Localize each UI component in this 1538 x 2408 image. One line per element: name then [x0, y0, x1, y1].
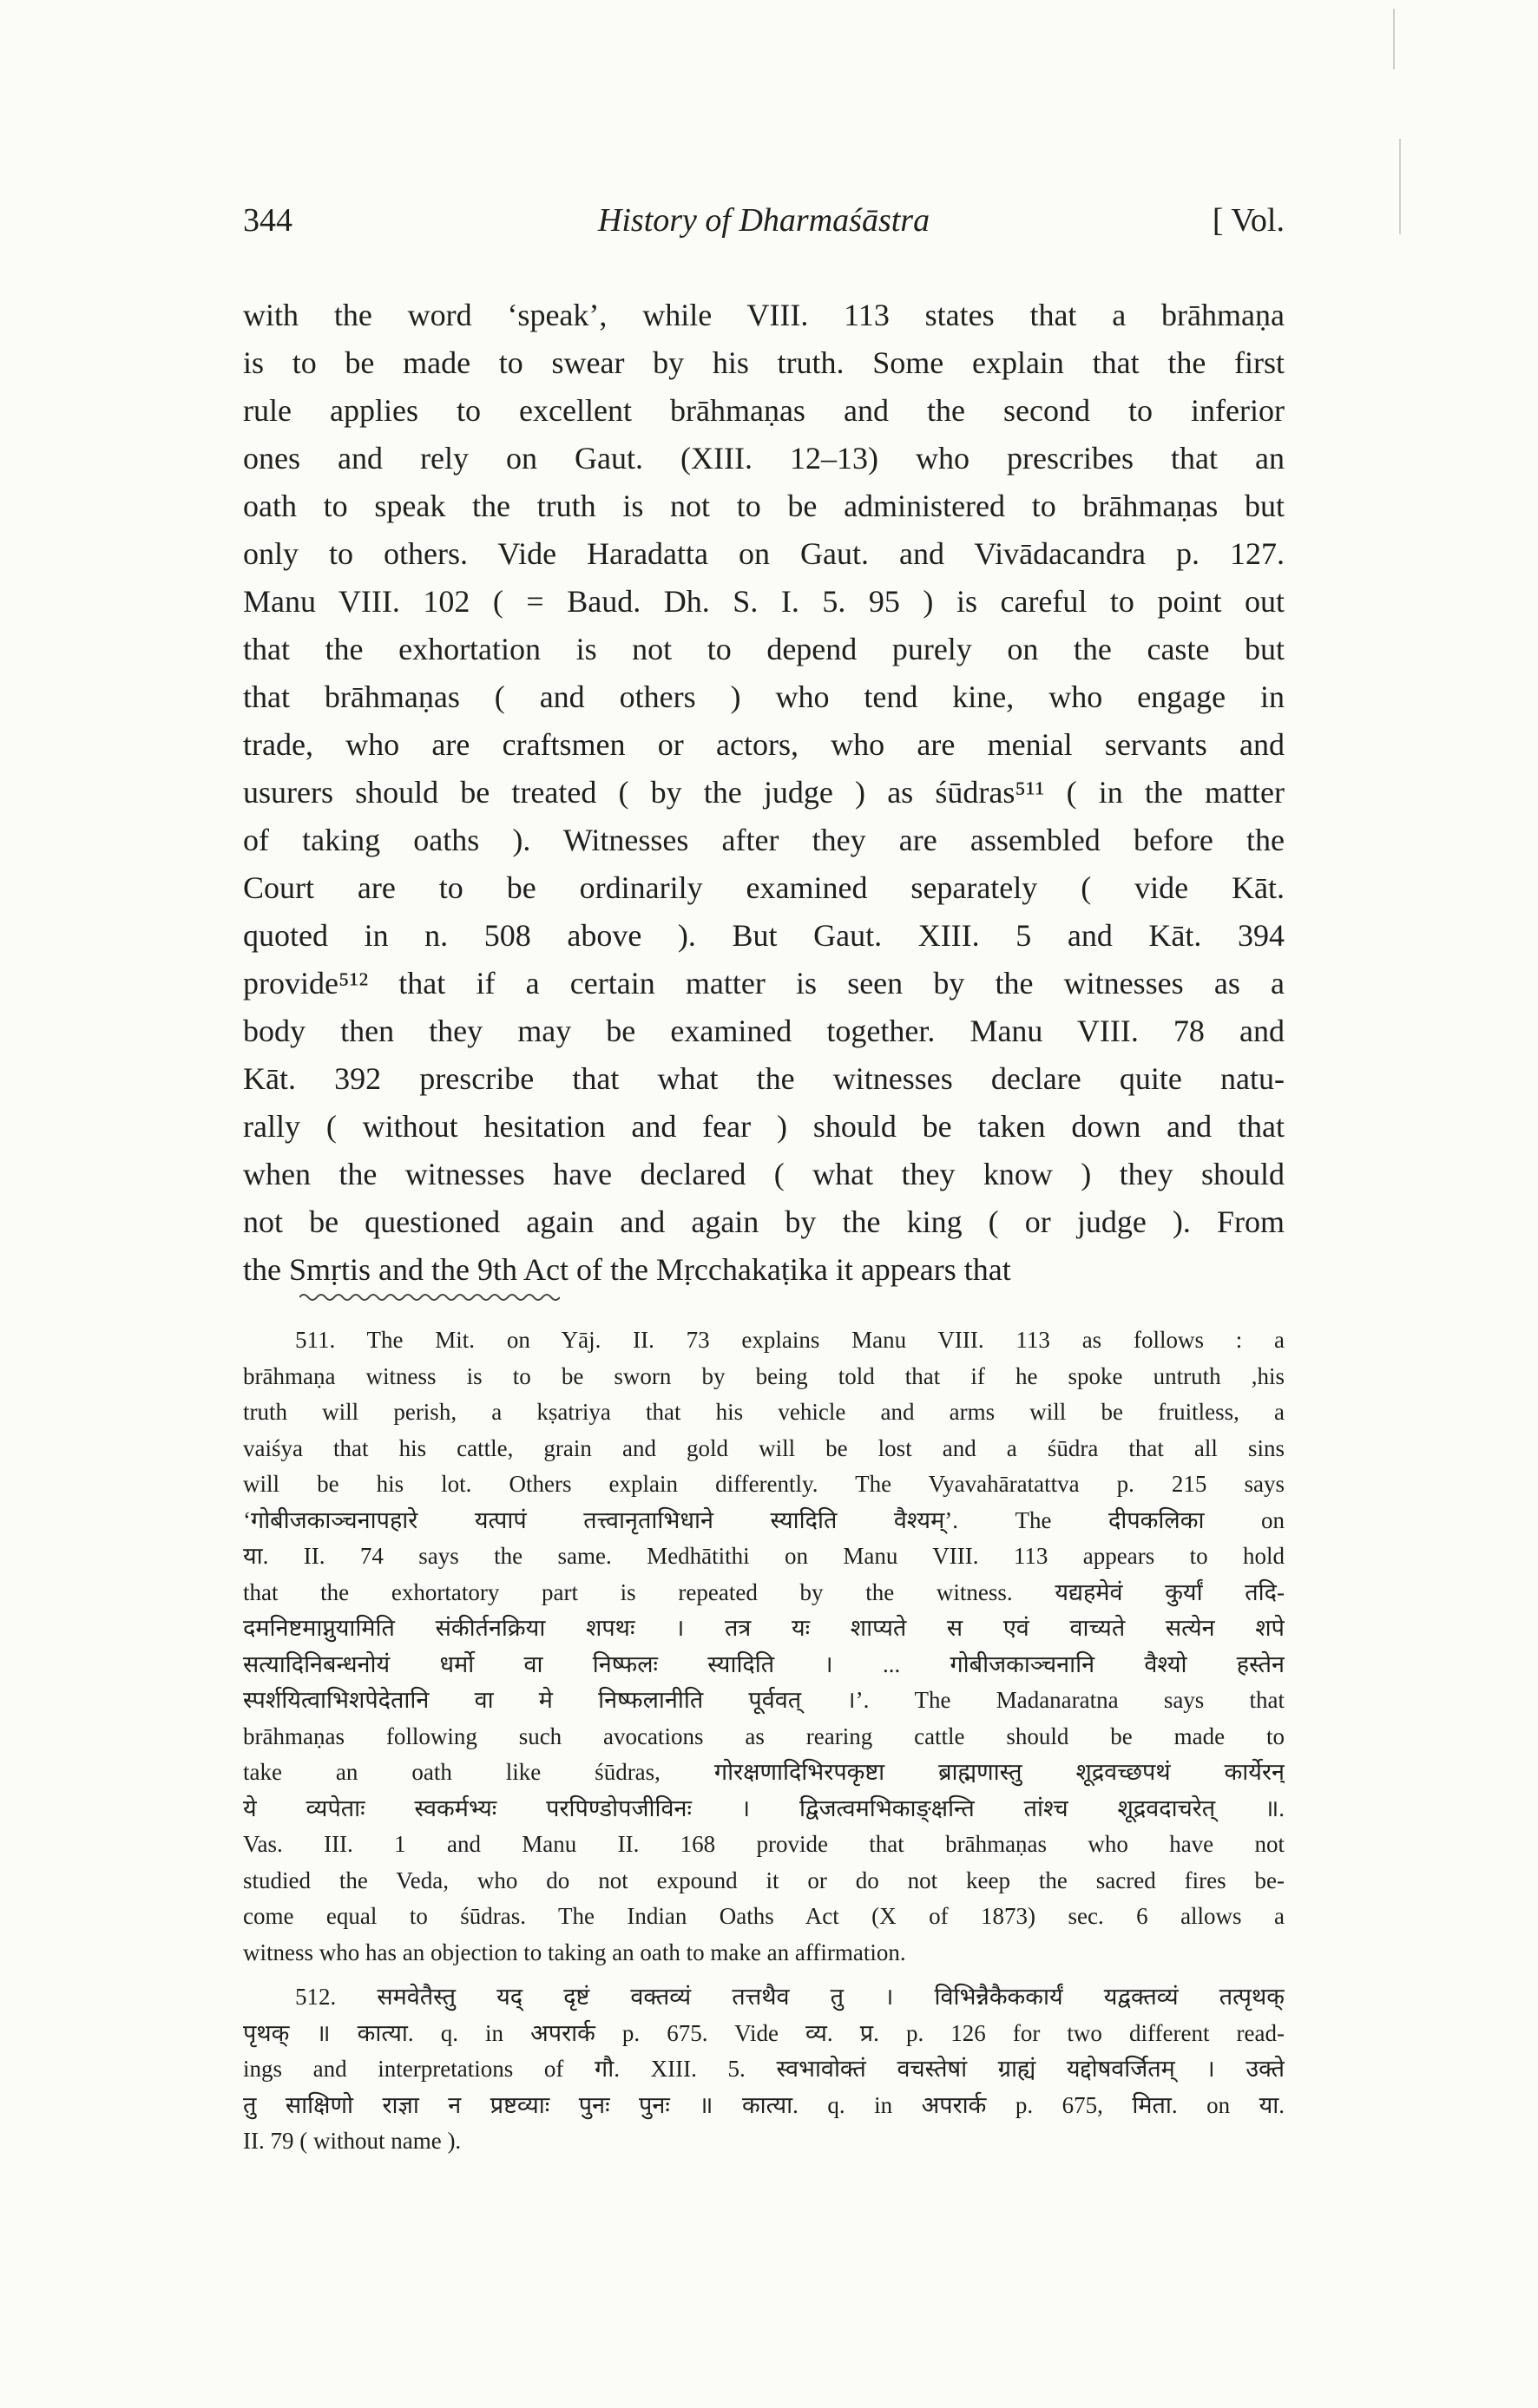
footnote-511-line: Vas. III. 1 and Manu II. 168 provide that brāhmaṇas who have not [243, 1831, 1285, 1857]
footnote-511-line: brāhmaṇa witness is to be sworn by being told that if he spoke untruth ,his [243, 1362, 1285, 1389]
footnote-512-line: 512. समवेतैस्तु यद् दृष्टं वक्तव्यं तत्तथैव तु । विभिन्नैकैककार्यं यद्वक्तव्यं तत्पृथक् [295, 1984, 1285, 2010]
body-text-line: when the witnesses have declared ( what they know ) they should [243, 1157, 1285, 1191]
footnote-511-line: truth will perish, a kṣatriya that his vehicle and arms will be fruitless, a [243, 1399, 1285, 1425]
footnote-511-line: take an oath like śūdras, गोरक्षणादिभिरपकृष्टा ब्राह्मणास्तु शूद्रवच्छपथं कार्येरन् [243, 1759, 1285, 1785]
body-text-line: that brāhmaṇas ( and others ) who tend kine, who engage in [243, 679, 1285, 714]
body-text-line: ones and rely on Gaut. (XIII. 12–13) who prescribes that an [243, 441, 1285, 476]
footnote-512-line: II. 79 ( without name ). [243, 2128, 462, 2154]
footnote-511 [243, 1322, 1285, 1971]
body-text-line: rule applies to excellent brāhmaṇas and the second to inferior [243, 393, 1285, 428]
body-text-line: Court are to be ordinarily examined separately ( vide Kāt. [243, 870, 1285, 905]
body-text-line: with the word ‘speak’, while VIII. 113 states that a brāhmaṇa [243, 298, 1285, 332]
body-text-line: body then they may be examined together. Manu VIII. 78 and [243, 1014, 1285, 1048]
body-text-line: is to be made to swear by his truth. Some explain that the first [243, 345, 1285, 380]
body-text-line: trade, who are craftsmen or actors, who are menial servants and [243, 727, 1285, 762]
volume-marker: [ Vol. [1212, 202, 1285, 239]
body-text-line: of taking oaths ). Witnesses after they are assembled before the [243, 823, 1285, 857]
footnote-512-line: ings and interpretations of गौ. XIII. 5. स्वभावोक्तं वचस्तेषां ग्राह्यं यद्दोषवर्जितम् । उक्ते [243, 2056, 1285, 2082]
body-text-line: rally ( without hesitation and fear ) should be taken down and that [243, 1109, 1285, 1144]
footnote-511-line: studied the Veda, who do not expound it or do not keep the sacred fires be- [243, 1867, 1285, 1893]
running-title: History of Dharmaśāstra [597, 202, 930, 239]
body-text-line: oath to speak the truth is not to be administered to brāhmaṇas but [243, 489, 1285, 523]
scan-edge-mark [1399, 139, 1401, 234]
footnote-511-line: ‘गोबीजकाञ्चनापहारे यत्पापं तत्त्वानृताभिधाने स्यादिति वैश्यम्’. The दीपकलिका on [243, 1506, 1285, 1533]
page-number: 344 [243, 202, 292, 239]
footnote-separator [299, 1291, 560, 1303]
footnote-512-line: तु साक्षिणो राज्ञा न प्रष्टव्याः पुनः पुनः ॥ कात्या. q. in अपरार्क p. 675, मिता. on या. [243, 2091, 1285, 2118]
body-text-line: only to others. Vide Haradatta on Gaut. and Vivādacandra p. 127. [243, 536, 1285, 571]
page-header [243, 201, 1285, 253]
scan-edge-mark [1393, 9, 1395, 69]
footnote-512-line: पृथक् ॥ कात्या. q. in अपरार्क p. 675. Vide व्य. प्र. p. 126 for two different read- [243, 2019, 1285, 2046]
footnotes [243, 1322, 1285, 2160]
footnote-511-line: स्पर्शयित्वाभिशपेदेतानि वा मे निष्फलानीति पूर्ववत् ।’. The Madanaratna says that [243, 1687, 1285, 1713]
footnote-511-line: come equal to śūdras. The Indian Oaths Act (X of 1873) sec. 6 allows a [243, 1903, 1285, 1929]
body-text-line: that the exhortation is not to depend purely on the caste but [243, 632, 1285, 666]
footnote-511-line: will be his lot. Others explain differently. The Vyavahāratattva p. 215 says [243, 1471, 1285, 1497]
footnote-511-line: सत्यादिनिबन्धनोयं धर्मो वा निष्फलः स्यादिति । ... गोबीजकाञ्चनानि वैश्यो हस्तेन [243, 1650, 1285, 1677]
footnote-511-line: brāhmaṇas following such avocations as rearing cattle should be made to [243, 1722, 1285, 1749]
footnote-511-line: witness who has an objection to taking an oath to make an affirmation. [243, 1939, 906, 1965]
body-text-line: Kāt. 392 prescribe that what the witnesses declare quite natu- [243, 1061, 1285, 1096]
footnote-511-line: vaiśya that his cattle, grain and gold will be lost and a śūdra that all sins [243, 1434, 1285, 1461]
footnote-511-line: दमनिष्टमाप्नुयामिति संकीर्तनक्रिया शपथः । तत्र यः शाप्यते स एवं वाच्यते सत्येन शपे [243, 1615, 1285, 1641]
body-text-line: quoted in n. 508 above ). But Gaut. XIII. 5 and Kāt. 394 [243, 918, 1285, 953]
body-text-line: not be questioned again and again by the king ( or judge ). From [243, 1204, 1285, 1239]
footnote-511-line: that the exhortatory part is repeated by the witness. यद्यहमेवं कुर्यां तदि- [243, 1578, 1285, 1605]
footnote-511-line: या. II. 74 says the same. Medhātithi on Manu VIII. 113 appears to hold [243, 1543, 1285, 1569]
body-text-line: provide⁵¹² that if a certain matter is seen by the witnesses as a [243, 966, 1285, 1001]
footnote-511-line: 511. The Mit. on Yāj. II. 73 explains Manu VIII. 113 as follows : a [295, 1327, 1285, 1353]
body-text-line: the Smṛtis and the 9th Act of the Mṛcchakaṭika it appears that [243, 1252, 1011, 1287]
body-text-line: usurers should be treated ( by the judge ) as śūdras⁵¹¹ ( in the matter [243, 775, 1285, 810]
main-text [243, 292, 1285, 1294]
body-text-line: Manu VIII. 102 ( = Baud. Dh. S. I. 5. 95 ) is careful to point out [243, 584, 1285, 619]
footnote-511-line: ये व्यपेताः स्वकर्मभ्यः परपिण्डोपजीविनः । द्विजत्वमभिकाङ्क्षन्ति तांश्च शूद्रवदाचरेत् ॥. [243, 1795, 1285, 1821]
footnote-512 [243, 1979, 1285, 2160]
